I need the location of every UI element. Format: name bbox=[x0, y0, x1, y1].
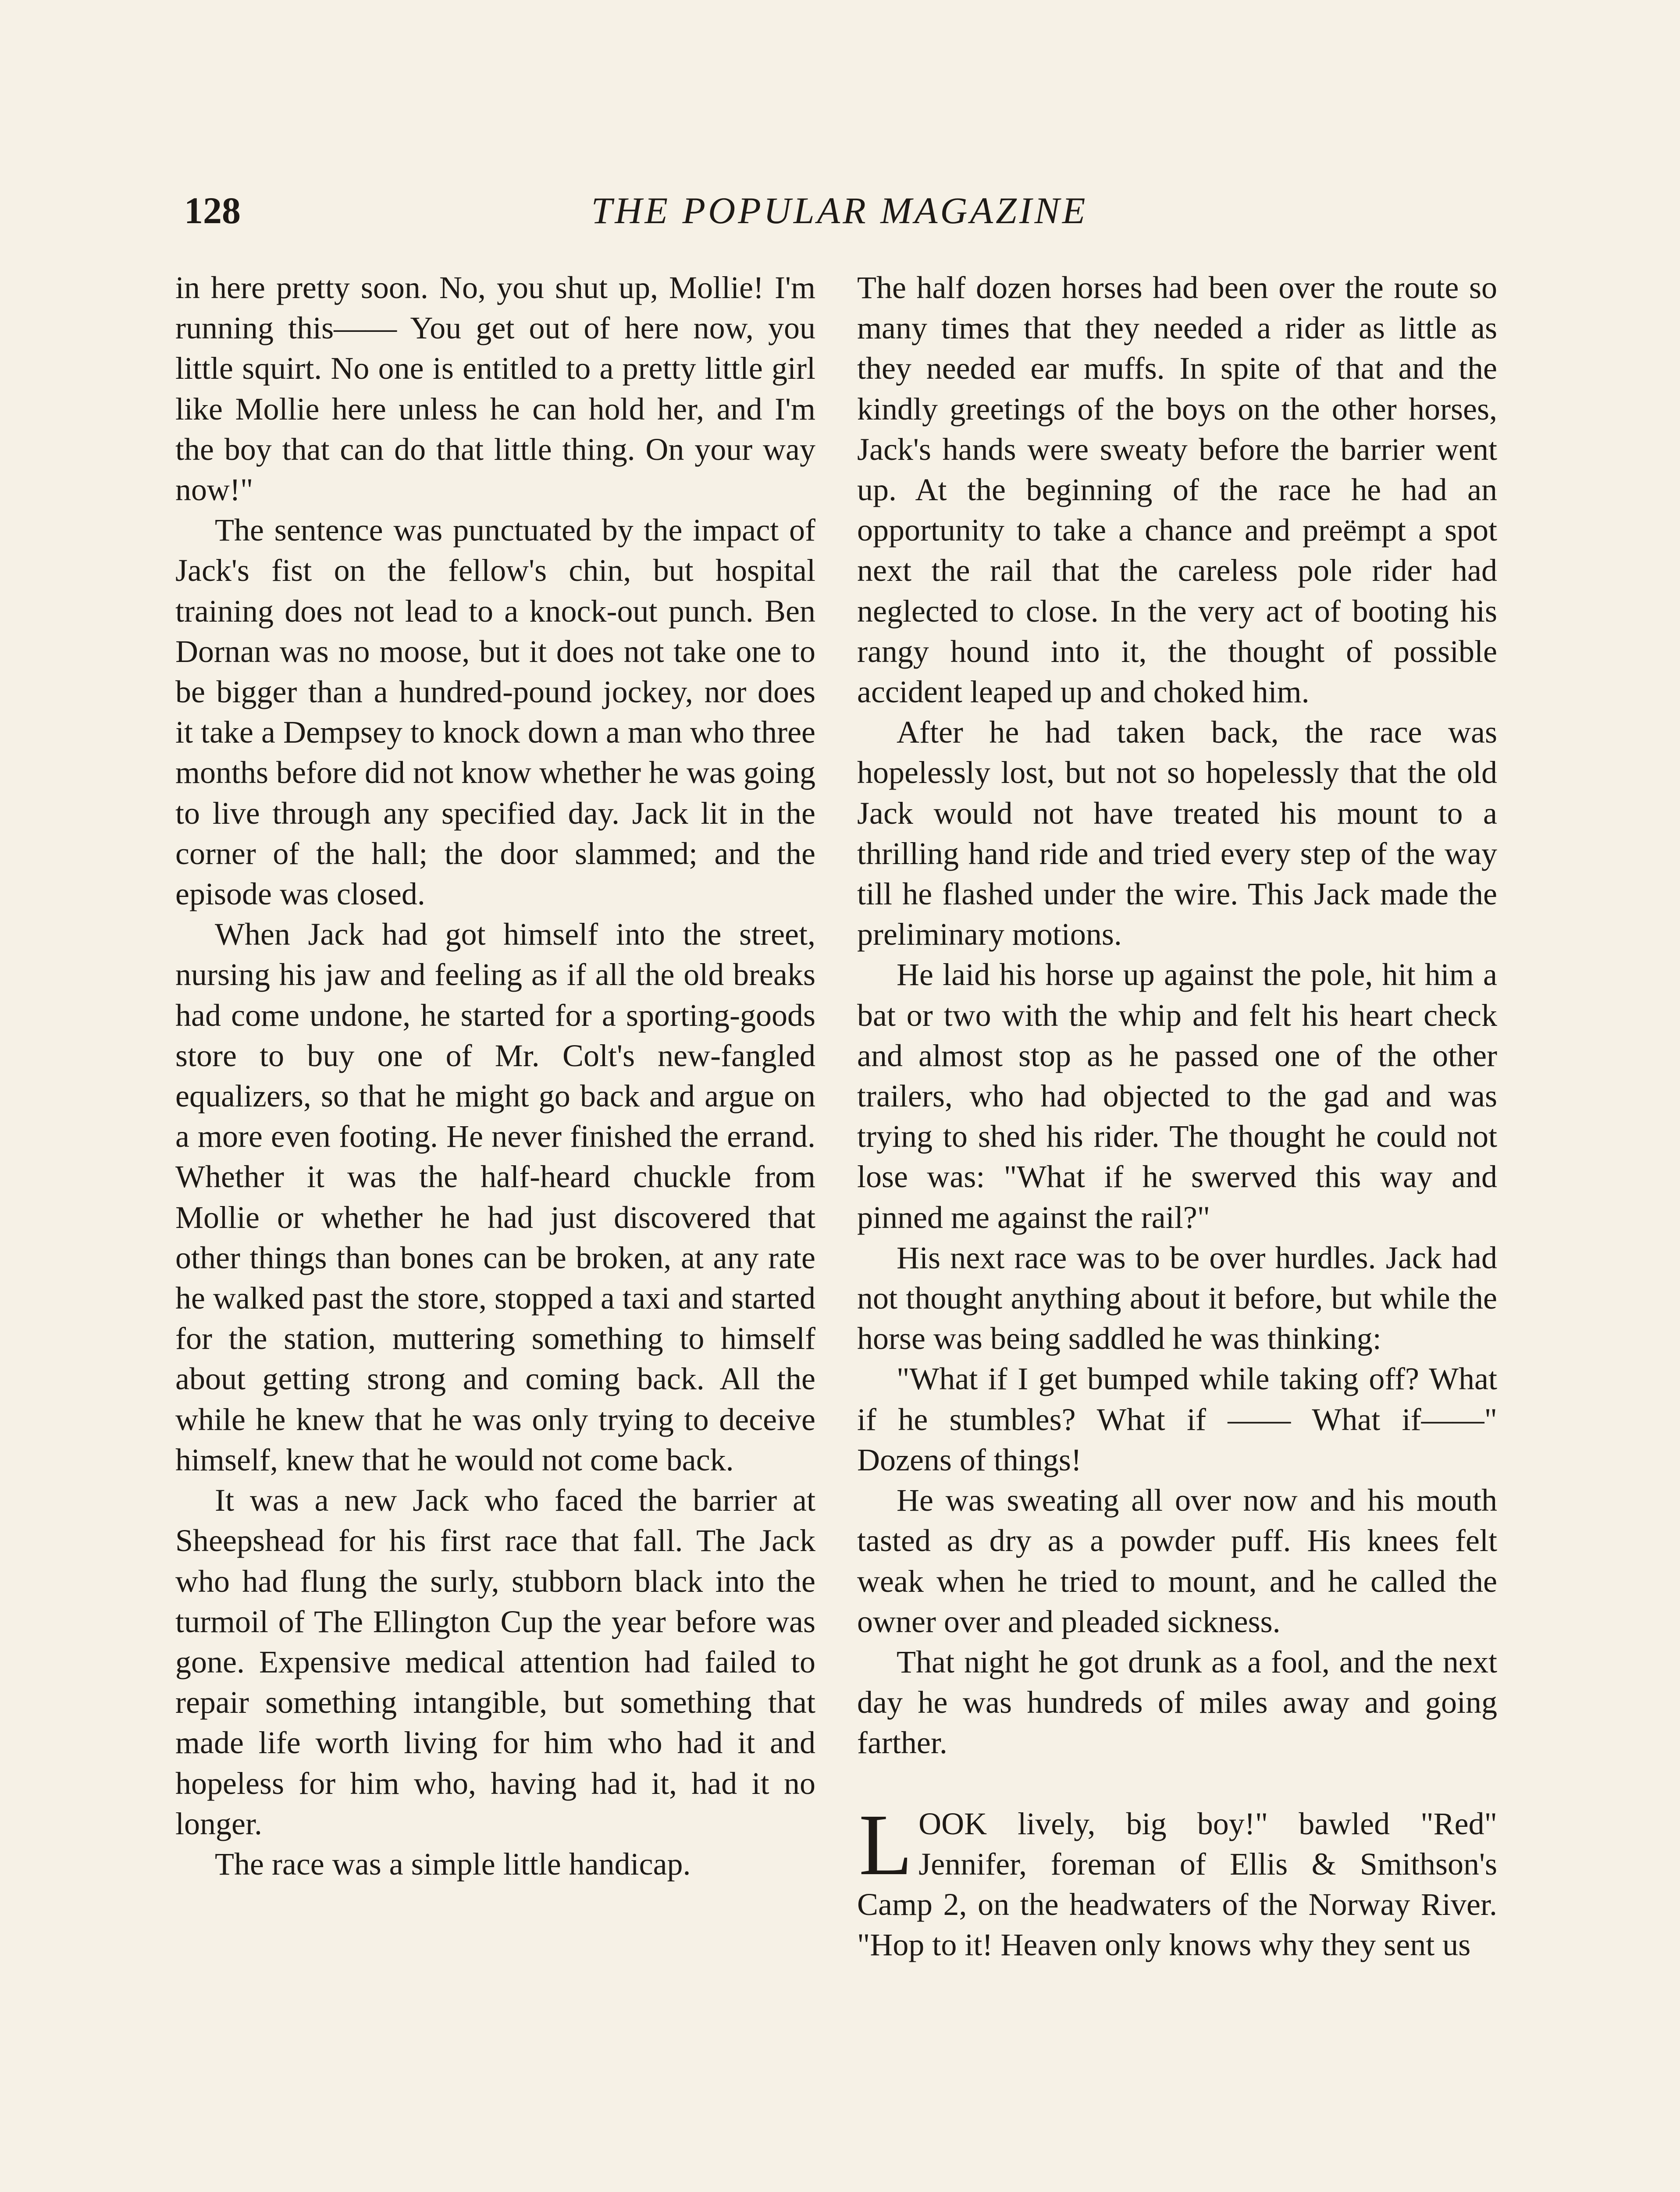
paragraph-text: OOK lively, big boy!" bawled "Red" Jennifer, foreman of Ellis & Smithson's Camp 2, on the headwaters of the Norway River. "Hop to it! Heaven only knows why they sent us bbox=[857, 1806, 1497, 1963]
left-column bbox=[175, 267, 815, 1884]
paragraph: in here pretty soon. No, you shut up, Mollie! I'm running this—— You get out of here now, you little squirt. No one is entitled to a pretty little girl like Mollie here unless he can hold her, and I'm the boy that can do that little thing. On your way now!" bbox=[175, 270, 815, 508]
section-break bbox=[857, 1763, 1497, 1804]
paragraph: It was a new Jack who faced the barrier at Sheepshead for his first race that fall. The Jack who had flung the surly, stubborn black into the turmoil of The Ellington Cup the year before was gone. Expensive medical attention had failed to repair something intangible, but something that made life worth living for him who had it and hopeless for him who, having had it, had it no longer. bbox=[175, 1483, 815, 1841]
paragraph: After he had taken back, the race was hopelessly lost, but not so hopelessly that the old Jack would not have treated his mount to a thrilling hand ride and tried every step of the way till he flashed under the wire. This Jack made the preliminary motions. bbox=[857, 715, 1497, 952]
paragraph: His next race was to be over hurdles. Jack had not thought anything about it before, but while the horse was being saddled he was thinking: bbox=[857, 1240, 1497, 1356]
dropcap-paragraph bbox=[857, 1796, 1497, 1965]
paragraph: The race was a simple little handicap. bbox=[215, 1846, 691, 1882]
paragraph: The half dozen horses had been over the route so many times that they needed a rider as little as they needed ear muffs. In spite of that and the kindly greetings of the boys on the other horses, Jack's hands were sweaty before the barrier went up. At the beginning of the race he had an opportunity to take a chance and preëmpt a spot next the rail that the careless pole rider had neglected to close. In the very act of booting his rangy hound into it, the thought of possible accident leaped up and choked him. bbox=[857, 270, 1497, 710]
paragraph: When Jack had got himself into the street, nursing his jaw and feeling as if all the old breaks had come undone, he started for a sporting-goods store to buy one of Mr. Colt's new-fangled equalizers, so that he might go back and argue on a more even footing. He never finished the errand. Whether it was the half-heard chuckle from Mollie or whether he had just discovered that other things than bones can be broken, at any rate he walked past the store, stopped a taxi and started for the station, muttering something to himself about getting strong and coming back. All the while he knew that he was only trying to deceive himself, knew that he would not come back. bbox=[175, 917, 815, 1477]
paragraph: He was sweating all over now and his mouth tasted as dry as a powder puff. His knees felt weak when he tried to mount, and he called the owner over and pleaded sickness. bbox=[857, 1483, 1497, 1639]
paragraph: He laid his horse up against the pole, hit him a bat or two with the whip and felt his heart check and almost stop as he passed one of the other trailers, who had objected to the gad and was trying to shed his rider. The thought he could not lose was: "What if he swerved this way and pinned me against the rail?" bbox=[857, 957, 1497, 1235]
drop-cap: L bbox=[859, 1796, 913, 1893]
page-number: 128 bbox=[184, 189, 241, 231]
running-head: THE POPULAR MAGAZINE bbox=[591, 189, 1088, 231]
right-column bbox=[857, 267, 1497, 1965]
paragraph: The sentence was punctuated by the impact of Jack's fist on the fellow's chin, but hospital training does not lead to a knock-out punch. Ben Dornan was no moose, but it does not take one to be bigger than a hundred-pound jockey, nor does it take a Dempsey to knock down a man who three months before did not know whether he was going to live through any specified day. Jack lit in the corner of the hall; the door slammed; and the episode was closed. bbox=[175, 512, 815, 912]
page-header bbox=[175, 184, 1504, 246]
paragraph: "What if I get bumped while taking off? What if he stumbles? What if —— What if——" Dozens of things! bbox=[857, 1361, 1497, 1477]
paragraph: That night he got drunk as a fool, and the next day he was hundreds of miles away and going farther. bbox=[857, 1644, 1497, 1761]
